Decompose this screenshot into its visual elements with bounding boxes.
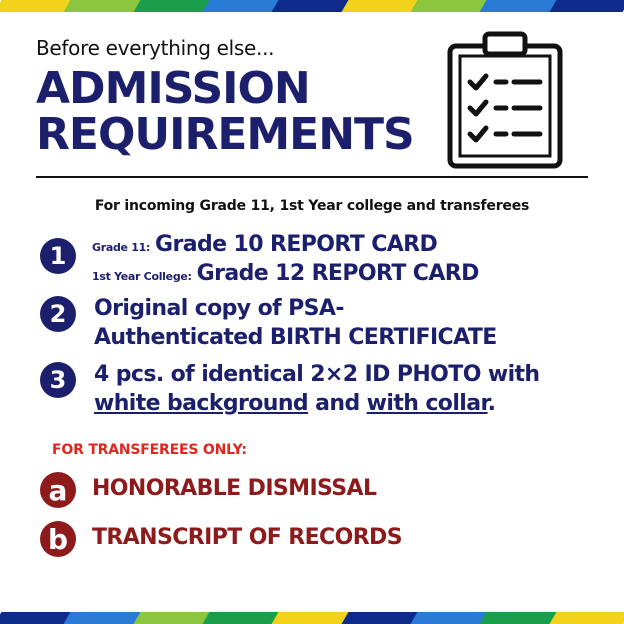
requirement-1-line-2 bbox=[92, 261, 479, 290]
and-text: and bbox=[308, 391, 367, 416]
grade-11-label: Grade 11: bbox=[92, 241, 151, 254]
pre-title: Before everything else... bbox=[36, 36, 275, 60]
with-collar-text: with collar bbox=[366, 391, 488, 416]
divider bbox=[36, 176, 588, 178]
title-line-2: REQUIREMENTS bbox=[36, 109, 414, 160]
bottom-color-stripe bbox=[0, 612, 624, 624]
letter-badge-b: b bbox=[40, 521, 76, 557]
transferee-item-a: HONORABLE DISMISSAL bbox=[92, 476, 377, 501]
requirement-1-line-1 bbox=[92, 232, 479, 261]
transferee-item-b: TRANSCRIPT OF RECORDS bbox=[92, 525, 402, 550]
requirement-2-line-1: Original copy of PSA- bbox=[94, 296, 344, 321]
title-line-1: ADMISSION bbox=[36, 63, 310, 114]
requirement-2 bbox=[94, 294, 497, 352]
grade-11-value: Grade 10 REPORT CARD bbox=[155, 232, 438, 257]
number-badge-2: 2 bbox=[40, 296, 76, 332]
requirement-3-line-2 bbox=[94, 389, 540, 418]
requirement-1 bbox=[92, 232, 479, 290]
period-text: . bbox=[487, 391, 496, 416]
first-year-value: Grade 12 REPORT CARD bbox=[196, 261, 479, 286]
requirement-3-line-1: 4 pcs. of identical 2×2 ID PHOTO with bbox=[94, 362, 540, 387]
requirement-3 bbox=[94, 360, 540, 418]
clipboard-checklist-icon bbox=[440, 30, 570, 170]
number-badge-3: 3 bbox=[40, 362, 76, 398]
requirement-2-line-2: Authenticated BIRTH CERTIFICATE bbox=[94, 325, 497, 350]
top-color-stripe bbox=[0, 0, 624, 12]
subtitle: For incoming Grade 11, 1st Year college and transferees bbox=[94, 198, 530, 214]
letter-badge-a: a bbox=[40, 472, 76, 508]
first-year-label: 1st Year College: bbox=[92, 270, 192, 283]
white-background-text: white background bbox=[94, 391, 309, 416]
transferees-heading: FOR TRANSFEREES ONLY: bbox=[52, 442, 247, 458]
page-title bbox=[36, 63, 414, 160]
number-badge-1: 1 bbox=[40, 238, 76, 274]
